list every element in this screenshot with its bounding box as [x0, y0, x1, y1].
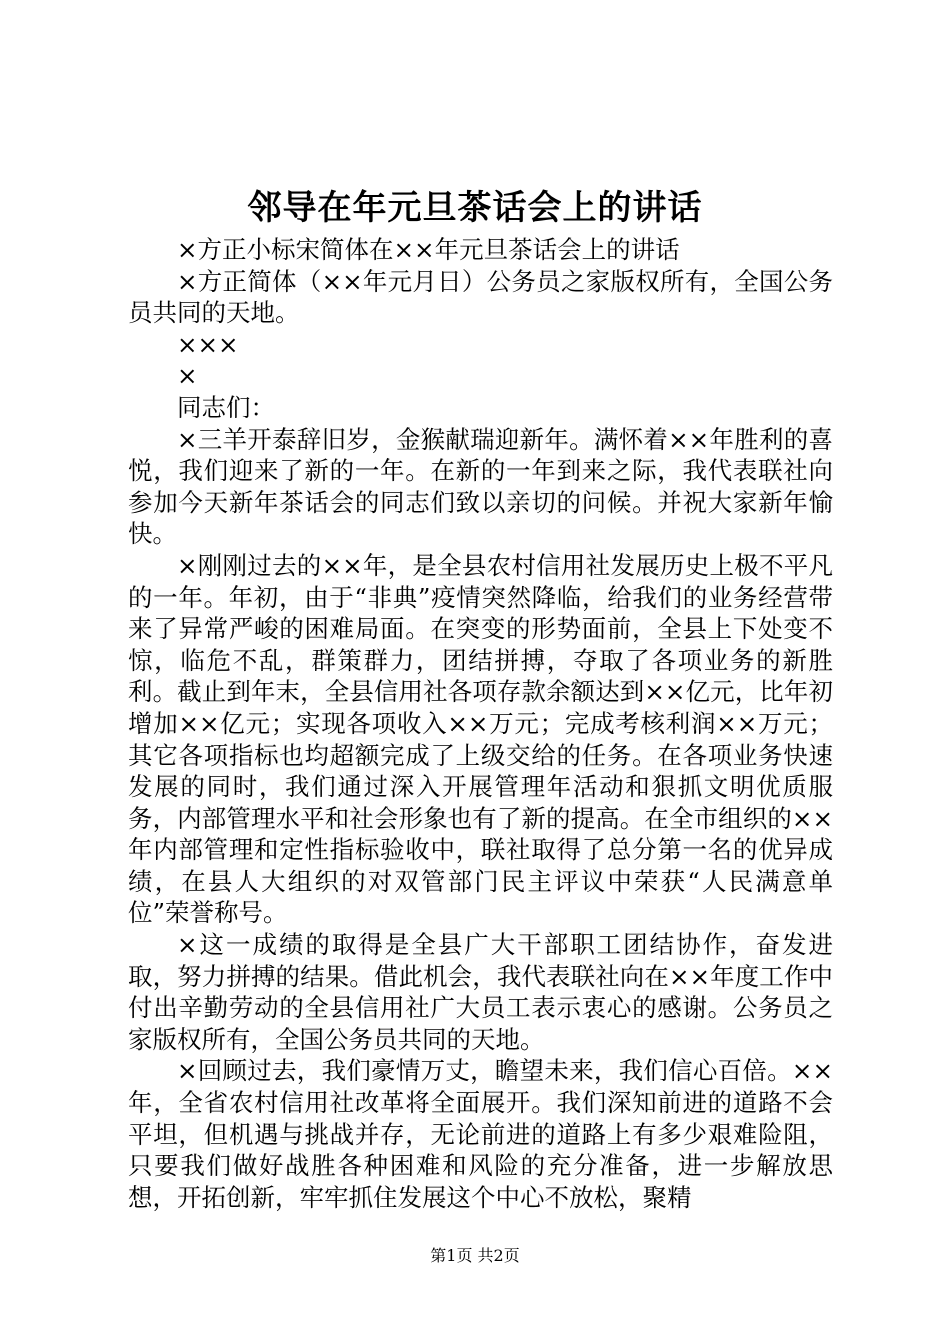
- document-title: 邻导在年元旦茶话会上的讲话: [247, 188, 703, 228]
- paragraph-subtitle: ×方正小标宋简体在××年元旦茶话会上的讲话: [177, 235, 680, 264]
- paragraph-body: ×这一成绩的取得是全县广大干部职工团结协作，奋发进取，努力拼搏的结果。借此机会，我代表联社向在××年度工作中付出辛勤劳动的全县信用社广大员工表示衷心的感谢。公务员之家版权所有，全国公务员共同的天地。: [128, 930, 833, 1054]
- paragraph-salutation: 同志们：: [177, 392, 275, 422]
- paragraph-body: ×刚刚过去的××年，是全县农村信用社发展历史上极不平凡的一年。年初，由于“非典”疫情突然降临，给我们的业务经营带来了异常严峻的困难局面。在突变的形势面前，全县上下处变不惊，临危不乱，群策群力，团结拼搏，夺取了各项业务的新胜利。截止到年末，全县信用社各项存款余额达到××亿元，比年初增加××亿元；实现各项收入××万元；完成考核利润××万元；其它各项指标也均超额完成了上级交给的任务。在各项业务快速发展的同时，我们通过深入开展管理年活动和狠抓文明优质服务，内部管理水平和社会形象也有了新的提高。在全市组织的××年内部管理和定性指标验收中，联社取得了总分第一名的优异成绩，在县人大组织的对双管部门民主评议中荣获“人民满意单位”荣誉称号。: [128, 550, 833, 928]
- paragraph-body: ×三羊开泰辞旧岁，金猴献瑞迎新年。满怀着××年胜利的喜悦，我们迎来了新的一年。在新的一年到来之际，我代表联社向参加今天新年茶话会的同志们致以亲切的问候。并祝大家新年愉快。: [128, 424, 833, 549]
- paragraph-body: ×回顾过去，我们豪情万丈，瞻望未来，我们信心百倍。××年，全省农村信用社改革将全面展开。我们深知前进的道路不会平坦，但机遇与挑战并存，无论前进的道路上有多少艰难险阻，只要我们做好战胜各种困难和风险的充分准备，进一步解放思想，开拓创新，牢牢抓住发展这个中心不放松，聚精: [128, 1056, 833, 1212]
- paragraph-author-placeholder: ×××: [177, 329, 239, 359]
- document-body: [128, 234, 833, 1213]
- page-number-footer: 第1页 共2页: [430, 1246, 520, 1265]
- paragraph-dateline: ×方正简体（××年元月日）公务员之家版权所有，全国公务员共同的天地。: [128, 266, 833, 328]
- paragraph-placeholder: ×: [177, 361, 198, 391]
